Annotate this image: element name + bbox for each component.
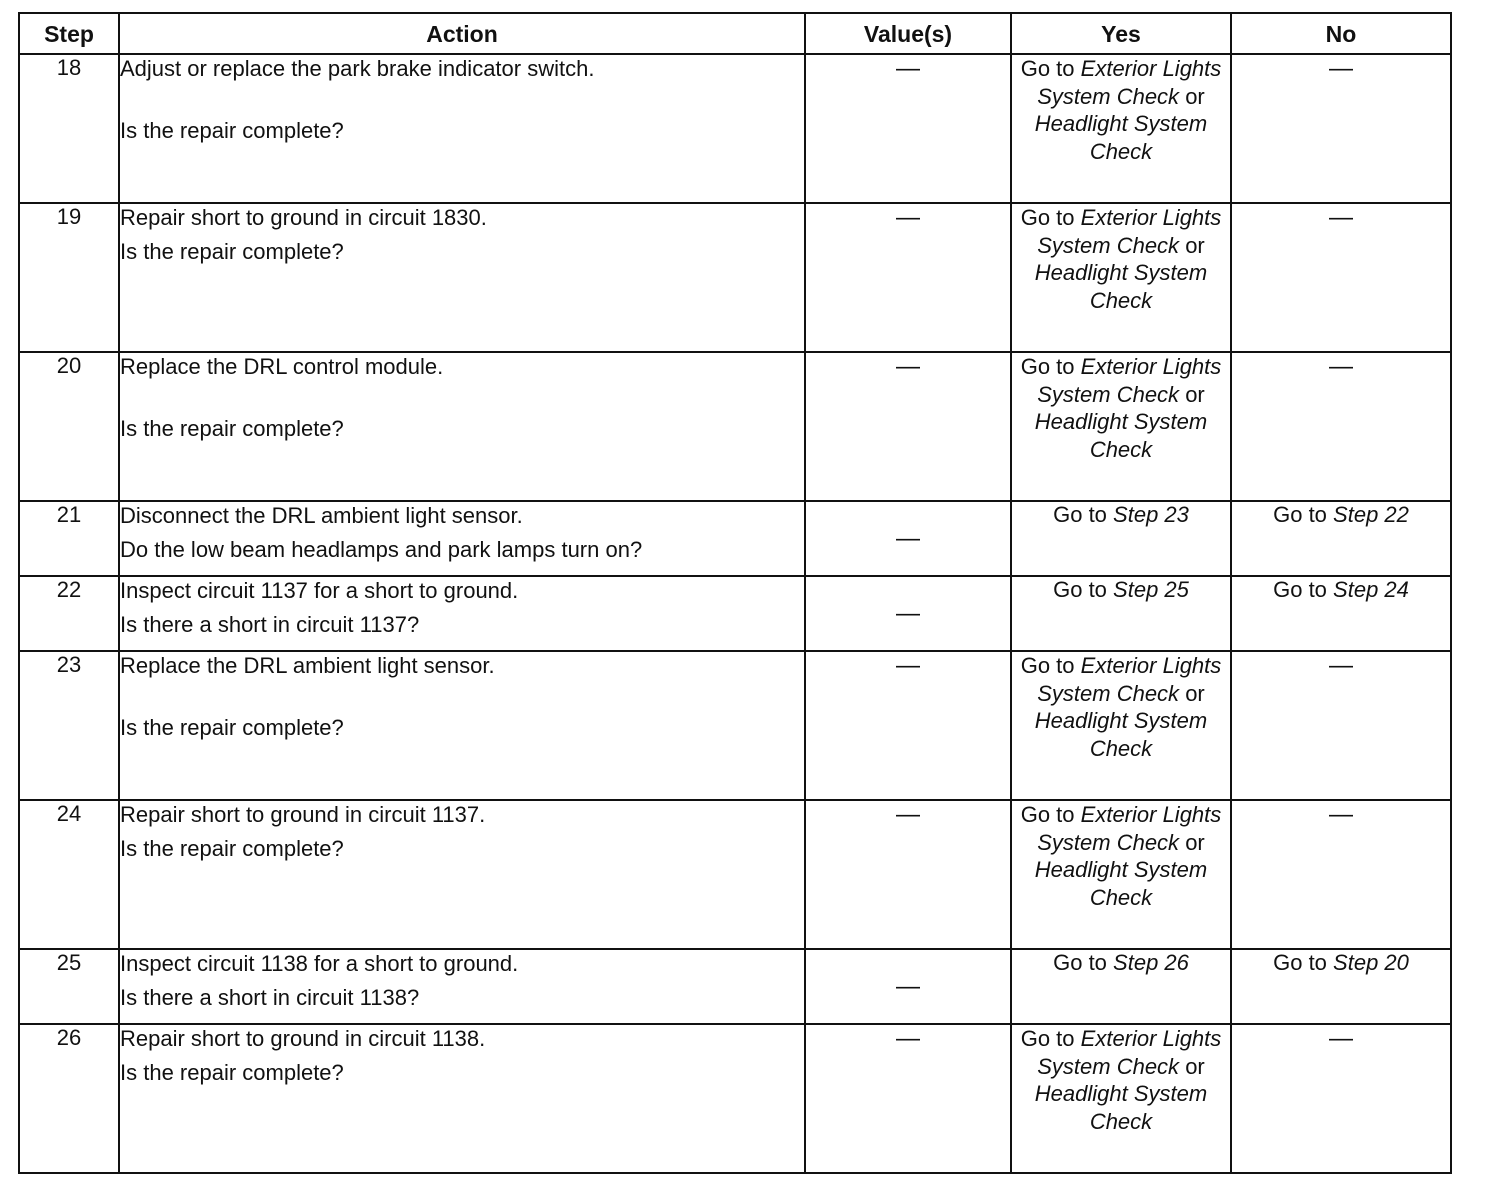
action-cell bbox=[119, 1024, 805, 1173]
step-number: 24 bbox=[19, 800, 119, 949]
action-question: Is there a short in circuit 1138? bbox=[120, 985, 420, 1010]
no-cell: — bbox=[1231, 651, 1451, 800]
header-row bbox=[19, 13, 1451, 54]
headlight-link[interactable]: Headlight System Check bbox=[1034, 409, 1208, 462]
headlight-link[interactable]: Headlight System Check bbox=[1034, 1081, 1208, 1134]
step-link[interactable]: Step 24 bbox=[1333, 577, 1409, 602]
table-row bbox=[19, 352, 1451, 501]
yes-cell bbox=[1011, 501, 1231, 576]
action-cell bbox=[119, 54, 805, 203]
yes-cell bbox=[1011, 651, 1231, 800]
header-yes: Yes bbox=[1011, 13, 1231, 54]
step-number: 23 bbox=[19, 651, 119, 800]
goto-text: Go to bbox=[1020, 1026, 1075, 1051]
value-cell: — bbox=[805, 651, 1011, 800]
no-cell bbox=[1231, 576, 1451, 651]
goto-text: Go to bbox=[1020, 354, 1075, 379]
action-cell bbox=[119, 203, 805, 352]
action-cell bbox=[119, 651, 805, 800]
goto-text: Go to bbox=[1020, 802, 1075, 827]
yes-cell bbox=[1011, 1024, 1231, 1173]
headlight-link[interactable]: Headlight System Check bbox=[1034, 857, 1208, 910]
no-cell bbox=[1231, 501, 1451, 576]
value-cell: — bbox=[805, 54, 1011, 203]
goto-text: Go to bbox=[1020, 205, 1075, 230]
action-question: Do the low beam headlamps and park lamps turn on? bbox=[120, 537, 643, 562]
header-step: Step bbox=[19, 13, 119, 54]
step-number: 21 bbox=[19, 501, 119, 576]
headlight-link[interactable]: Headlight System Check bbox=[1034, 260, 1208, 313]
step-link[interactable]: Step 22 bbox=[1333, 502, 1409, 527]
goto-text: Go to bbox=[1053, 950, 1107, 975]
action-question: Is the repair complete? bbox=[120, 118, 344, 143]
action-cell bbox=[119, 576, 805, 651]
action-cell bbox=[119, 352, 805, 501]
goto-text: Go to bbox=[1053, 502, 1107, 527]
action-text: Adjust or replace the park brake indicator switch. bbox=[120, 56, 595, 81]
no-cell: — bbox=[1231, 800, 1451, 949]
action-text: Disconnect the DRL ambient light sensor. bbox=[120, 503, 523, 528]
table-row bbox=[19, 203, 1451, 352]
exterior-lights-link[interactable]: Exterior Lights System Check bbox=[1037, 653, 1222, 706]
action-text: Replace the DRL ambient light sensor. bbox=[120, 653, 495, 678]
yes-cell bbox=[1011, 800, 1231, 949]
no-cell: — bbox=[1231, 203, 1451, 352]
goto-text: Go to bbox=[1273, 950, 1327, 975]
or-text: or bbox=[1185, 83, 1205, 109]
value-cell: — bbox=[805, 949, 1011, 1024]
yes-cell bbox=[1011, 352, 1231, 501]
table-row bbox=[19, 949, 1451, 1024]
action-text: Repair short to ground in circuit 1830. bbox=[120, 205, 487, 230]
step-link[interactable]: Step 25 bbox=[1113, 577, 1189, 602]
yes-cell bbox=[1011, 949, 1231, 1024]
value-cell: — bbox=[805, 800, 1011, 949]
action-text: Inspect circuit 1138 for a short to ground. bbox=[120, 951, 519, 976]
action-question: Is the repair complete? bbox=[120, 715, 344, 740]
no-cell: — bbox=[1231, 1024, 1451, 1173]
action-question: Is there a short in circuit 1137? bbox=[120, 612, 420, 637]
step-number: 22 bbox=[19, 576, 119, 651]
step-link[interactable]: Step 20 bbox=[1333, 950, 1409, 975]
action-text: Repair short to ground in circuit 1138. bbox=[120, 1026, 486, 1051]
value-cell: — bbox=[805, 352, 1011, 501]
table-row bbox=[19, 54, 1451, 203]
action-cell bbox=[119, 501, 805, 576]
yes-cell bbox=[1011, 54, 1231, 203]
exterior-lights-link[interactable]: Exterior Lights System Check bbox=[1037, 205, 1222, 258]
step-number: 18 bbox=[19, 54, 119, 203]
headlight-link[interactable]: Headlight System Check bbox=[1034, 111, 1208, 164]
exterior-lights-link[interactable]: Exterior Lights System Check bbox=[1037, 1026, 1222, 1079]
step-number: 19 bbox=[19, 203, 119, 352]
action-text: Repair short to ground in circuit 1137. bbox=[120, 802, 486, 827]
header-no: No bbox=[1231, 13, 1451, 54]
goto-text: Go to bbox=[1020, 653, 1075, 678]
table-row bbox=[19, 1024, 1451, 1173]
header-action: Action bbox=[119, 13, 805, 54]
value-cell: — bbox=[805, 203, 1011, 352]
step-number: 26 bbox=[19, 1024, 119, 1173]
value-cell: — bbox=[805, 501, 1011, 576]
exterior-lights-link[interactable]: Exterior Lights System Check bbox=[1037, 56, 1222, 109]
goto-text: Go to bbox=[1053, 577, 1107, 602]
value-cell: — bbox=[805, 1024, 1011, 1173]
action-cell bbox=[119, 949, 805, 1024]
action-text: Replace the DRL control module. bbox=[120, 354, 444, 379]
or-text: or bbox=[1185, 680, 1205, 706]
table-row bbox=[19, 800, 1451, 949]
goto-text: Go to bbox=[1020, 56, 1075, 81]
step-link[interactable]: Step 26 bbox=[1113, 950, 1189, 975]
no-cell: — bbox=[1231, 54, 1451, 203]
action-text: Inspect circuit 1137 for a short to ground. bbox=[120, 578, 519, 603]
exterior-lights-link[interactable]: Exterior Lights System Check bbox=[1037, 354, 1222, 407]
no-cell bbox=[1231, 949, 1451, 1024]
yes-cell bbox=[1011, 203, 1231, 352]
table-row bbox=[19, 651, 1451, 800]
diagnostic-table bbox=[18, 12, 1452, 1174]
value-cell: — bbox=[805, 576, 1011, 651]
table-row bbox=[19, 501, 1451, 576]
goto-text: Go to bbox=[1273, 502, 1327, 527]
header-values: Value(s) bbox=[805, 13, 1011, 54]
yes-cell bbox=[1011, 576, 1231, 651]
no-cell: — bbox=[1231, 352, 1451, 501]
or-text: or bbox=[1185, 1053, 1205, 1079]
action-cell bbox=[119, 800, 805, 949]
or-text: or bbox=[1185, 829, 1205, 855]
action-question: Is the repair complete? bbox=[120, 416, 344, 441]
action-question: Is the repair complete? bbox=[120, 836, 344, 861]
or-text: or bbox=[1185, 232, 1205, 258]
goto-text: Go to bbox=[1273, 577, 1327, 602]
exterior-lights-link[interactable]: Exterior Lights System Check bbox=[1037, 802, 1222, 855]
step-number: 25 bbox=[19, 949, 119, 1024]
step-number: 20 bbox=[19, 352, 119, 501]
headlight-link[interactable]: Headlight System Check bbox=[1034, 708, 1208, 761]
action-question: Is the repair complete? bbox=[120, 239, 344, 264]
action-question: Is the repair complete? bbox=[120, 1060, 344, 1085]
or-text: or bbox=[1185, 381, 1205, 407]
table-row bbox=[19, 576, 1451, 651]
step-link[interactable]: Step 23 bbox=[1113, 502, 1189, 527]
